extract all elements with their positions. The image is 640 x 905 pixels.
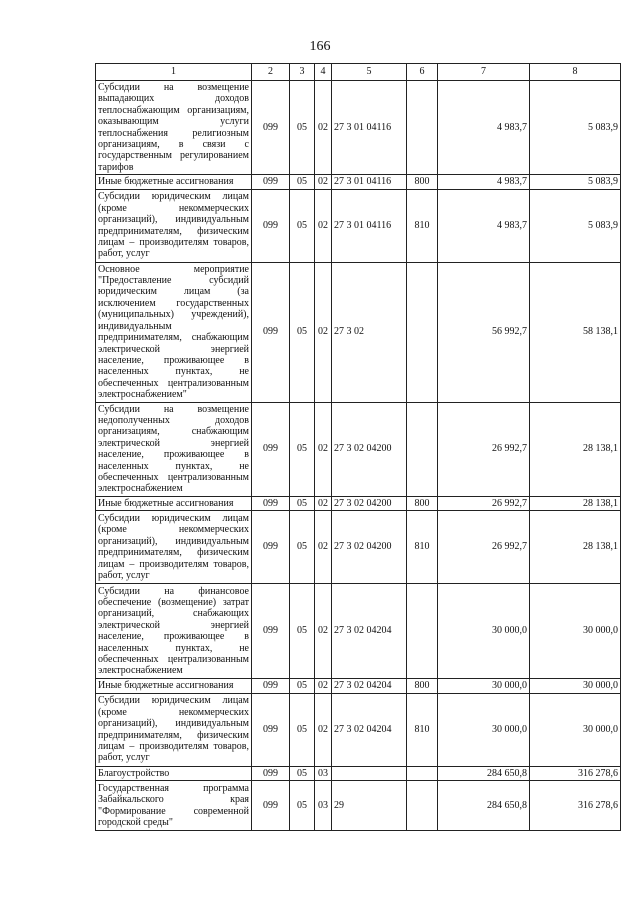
- cell-target: 27 3 01 04116: [332, 189, 407, 262]
- cell-target: 27 3 02 04204: [332, 679, 407, 693]
- header-cell: 2: [252, 64, 290, 81]
- header-cell: 6: [407, 64, 438, 81]
- cell-amount-1: 4 983,7: [438, 175, 530, 189]
- page-number: 166: [309, 39, 331, 54]
- cell-section: 05: [290, 781, 315, 831]
- cell-expense-type: 810: [407, 693, 438, 766]
- cell-target: 27 3 01 04116: [332, 175, 407, 189]
- row-name: Государственная программа Забайкальского края "Формирование современной городской среды": [96, 781, 252, 831]
- cell-target: 27 3 02 04200: [332, 402, 407, 496]
- cell-expense-type: 810: [407, 189, 438, 262]
- table-row: [96, 262, 621, 402]
- table-row: [96, 679, 621, 693]
- cell-amount-2: 30 000,0: [530, 693, 621, 766]
- table-header-row: [96, 64, 621, 81]
- cell-expense-type: 800: [407, 496, 438, 510]
- cell-amount-2: 5 083,9: [530, 189, 621, 262]
- budget-table: [95, 63, 621, 831]
- table-row: [96, 189, 621, 262]
- cell-target: 27 3 02 04200: [332, 496, 407, 510]
- cell-subsection: 02: [315, 175, 332, 189]
- cell-subsection: 03: [315, 766, 332, 780]
- cell-amount-1: 30 000,0: [438, 693, 530, 766]
- cell-subsection: 02: [315, 584, 332, 679]
- cell-ministry: 099: [252, 511, 290, 584]
- cell-ministry: 099: [252, 189, 290, 262]
- table-row: [96, 693, 621, 766]
- table-row: [96, 584, 621, 679]
- cell-section: 05: [290, 402, 315, 496]
- header-cell: 7: [438, 64, 530, 81]
- row-name: Субсидии на финансовое обеспечение (возмещение) затрат организаций, снабжающих электрической энергией население, проживающее в населенных пунктах, не обеспеченных централизованным электроснабжением: [96, 584, 252, 679]
- cell-subsection: 03: [315, 781, 332, 831]
- cell-subsection: 02: [315, 496, 332, 510]
- cell-section: 05: [290, 679, 315, 693]
- cell-amount-2: 5 083,9: [530, 175, 621, 189]
- cell-target: [332, 766, 407, 780]
- cell-amount-1: 56 992,7: [438, 262, 530, 402]
- cell-amount-2: 58 138,1: [530, 262, 621, 402]
- table-row: [96, 766, 621, 780]
- cell-amount-1: 30 000,0: [438, 679, 530, 693]
- cell-section: 05: [290, 584, 315, 679]
- cell-section: 05: [290, 766, 315, 780]
- cell-subsection: 02: [315, 81, 332, 175]
- cell-amount-1: 4 983,7: [438, 81, 530, 175]
- cell-target: 27 3 02 04204: [332, 584, 407, 679]
- cell-amount-2: 30 000,0: [530, 679, 621, 693]
- table-row: [96, 81, 621, 175]
- cell-subsection: 02: [315, 262, 332, 402]
- cell-expense-type: 800: [407, 175, 438, 189]
- row-name: Субсидии юридическим лицам (кроме некоммерческих организаций), индивидуальным предпринимателям, физическим лицам – производителям товаров, работ, услуг: [96, 189, 252, 262]
- cell-ministry: 099: [252, 175, 290, 189]
- cell-section: 05: [290, 693, 315, 766]
- cell-amount-2: 316 278,6: [530, 766, 621, 780]
- cell-expense-type: 800: [407, 679, 438, 693]
- cell-subsection: 02: [315, 511, 332, 584]
- header-cell: 5: [332, 64, 407, 81]
- cell-amount-1: 30 000,0: [438, 584, 530, 679]
- table-row: [96, 496, 621, 510]
- cell-expense-type: [407, 262, 438, 402]
- cell-section: 05: [290, 496, 315, 510]
- cell-subsection: 02: [315, 693, 332, 766]
- header-cell: 1: [96, 64, 252, 81]
- cell-amount-2: 30 000,0: [530, 584, 621, 679]
- header-cell: 8: [530, 64, 621, 81]
- cell-section: 05: [290, 262, 315, 402]
- cell-subsection: 02: [315, 402, 332, 496]
- cell-section: 05: [290, 81, 315, 175]
- cell-expense-type: [407, 781, 438, 831]
- cell-ministry: 099: [252, 584, 290, 679]
- cell-ministry: 099: [252, 679, 290, 693]
- cell-subsection: 02: [315, 679, 332, 693]
- row-name: Субсидии на возмещение выпадающих доходов теплоснабжающим организациям, оказывающим услуги теплоснабжения религиозным организациям, в связи с государственным регулированием тарифов: [96, 81, 252, 175]
- cell-amount-1: 284 650,8: [438, 766, 530, 780]
- cell-subsection: 02: [315, 189, 332, 262]
- cell-ministry: 099: [252, 766, 290, 780]
- cell-amount-1: 4 983,7: [438, 189, 530, 262]
- cell-target: 27 3 02 04204: [332, 693, 407, 766]
- cell-ministry: 099: [252, 402, 290, 496]
- cell-ministry: 099: [252, 262, 290, 402]
- table-row: [96, 175, 621, 189]
- header-cell: 4: [315, 64, 332, 81]
- cell-expense-type: [407, 584, 438, 679]
- cell-ministry: 099: [252, 781, 290, 831]
- row-name: Иные бюджетные ассигнования: [96, 679, 252, 693]
- cell-expense-type: [407, 766, 438, 780]
- table-row: [96, 781, 621, 831]
- cell-expense-type: 810: [407, 511, 438, 584]
- cell-expense-type: [407, 402, 438, 496]
- cell-ministry: 099: [252, 81, 290, 175]
- cell-amount-2: 28 138,1: [530, 402, 621, 496]
- table-row: [96, 511, 621, 584]
- cell-ministry: 099: [252, 693, 290, 766]
- cell-section: 05: [290, 189, 315, 262]
- cell-amount-1: 284 650,8: [438, 781, 530, 831]
- row-name: Субсидии юридическим лицам (кроме некоммерческих организаций), индивидуальным предпринимателям, физическим лицам – производителям товаров, работ, услуг: [96, 693, 252, 766]
- cell-amount-2: 28 138,1: [530, 511, 621, 584]
- cell-ministry: 099: [252, 496, 290, 510]
- cell-section: 05: [290, 175, 315, 189]
- cell-section: 05: [290, 511, 315, 584]
- cell-amount-1: 26 992,7: [438, 511, 530, 584]
- cell-amount-1: 26 992,7: [438, 496, 530, 510]
- table-row: [96, 402, 621, 496]
- cell-target: 27 3 01 04116: [332, 81, 407, 175]
- row-name: Основное мероприятие "Предоставление субсидий юридическим лицам (за исключением государственных (муниципальных) учреждений), индивидуальным предпринимателям, снабжающим электрической энергией население, проживающее в населенных пунктах, не обеспеченных централизованным электроснабжением": [96, 262, 252, 402]
- cell-target: 27 3 02: [332, 262, 407, 402]
- cell-amount-1: 26 992,7: [438, 402, 530, 496]
- row-name: Иные бюджетные ассигнования: [96, 175, 252, 189]
- row-name: Благоустройство: [96, 766, 252, 780]
- cell-amount-2: 28 138,1: [530, 496, 621, 510]
- row-name: Субсидии на возмещение недополученных доходов организациям, снабжающим электрической энергией население, проживающее в населенных пунктах, не обеспеченных централизованным электроснабжением: [96, 402, 252, 496]
- cell-target: 27 3 02 04200: [332, 511, 407, 584]
- cell-amount-2: 5 083,9: [530, 81, 621, 175]
- row-name: Субсидии юридическим лицам (кроме некоммерческих организаций), индивидуальным предпринимателям, физическим лицам – производителям товаров, работ, услуг: [96, 511, 252, 584]
- row-name: Иные бюджетные ассигнования: [96, 496, 252, 510]
- header-cell: 3: [290, 64, 315, 81]
- cell-expense-type: [407, 81, 438, 175]
- cell-amount-2: 316 278,6: [530, 781, 621, 831]
- cell-target: 29: [332, 781, 407, 831]
